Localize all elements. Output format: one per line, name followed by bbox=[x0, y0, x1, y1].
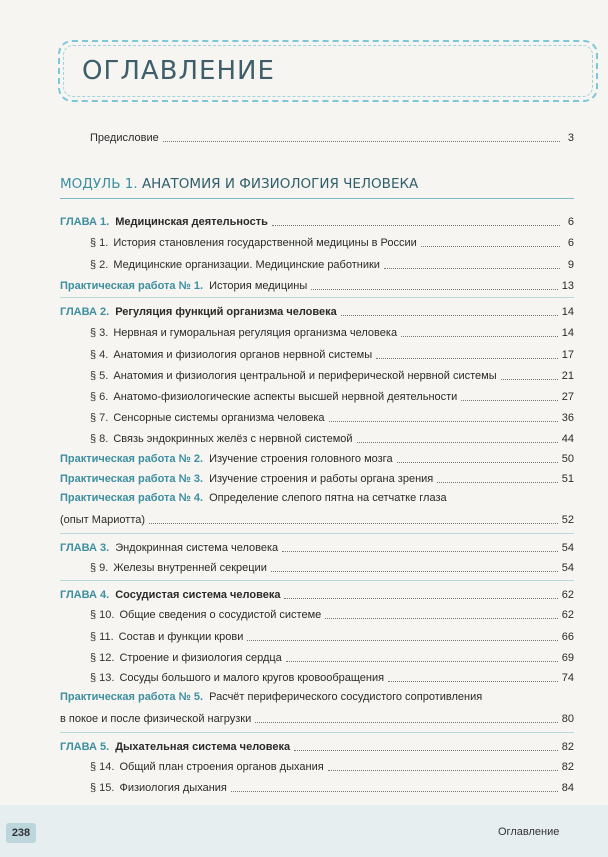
module-prefix: МОДУЛЬ 1. bbox=[60, 176, 138, 192]
toc-page-number: 54 bbox=[561, 562, 574, 574]
section-title: Анатомо-физиологические аспекты высшей нервной деятельности bbox=[113, 391, 458, 403]
toc-section-8[interactable] bbox=[90, 428, 574, 446]
title-frame bbox=[58, 40, 598, 102]
module-title: АНАТОМИЯ И ФИЗИОЛОГИЯ ЧЕЛОВЕКА bbox=[141, 176, 419, 192]
section-title: Анатомия и физиология центральной и периферической нервной системы bbox=[113, 370, 497, 382]
toc-page-number: 6 bbox=[567, 237, 574, 249]
toc-section-9[interactable] bbox=[90, 557, 574, 575]
section-number: § 1. bbox=[90, 237, 109, 249]
toc-entry-label: Предисловие bbox=[90, 132, 159, 144]
toc-page-number: 69 bbox=[561, 652, 574, 664]
toc-page-number: 54 bbox=[561, 542, 574, 554]
toc-practical-1[interactable] bbox=[60, 275, 574, 293]
toc-section-3[interactable] bbox=[90, 322, 574, 340]
toc-section-4[interactable] bbox=[90, 344, 574, 362]
toc-page-number: 80 bbox=[561, 713, 574, 725]
toc-chapter-5[interactable] bbox=[60, 736, 574, 754]
footer-page-number: 238 bbox=[6, 823, 36, 843]
toc-page-number: 74 bbox=[561, 672, 574, 684]
chapter-divider bbox=[60, 533, 574, 534]
practical-title: Изучение строения и работы органа зрения bbox=[209, 473, 434, 485]
chapter-title: Эндокринная система человека bbox=[115, 542, 279, 554]
section-number: § 11. bbox=[90, 631, 114, 643]
practical-title: Изучение строения головного мозга bbox=[209, 453, 393, 465]
toc-page-number: 27 bbox=[561, 391, 574, 403]
section-number: § 15. bbox=[90, 782, 115, 794]
module-heading bbox=[60, 176, 418, 192]
section-number: § 4. bbox=[90, 349, 109, 361]
practical-title: История медицины bbox=[209, 280, 308, 292]
toc-chapter-1[interactable] bbox=[60, 211, 574, 229]
toc-section-15[interactable] bbox=[90, 777, 574, 795]
section-title: История становления государственной медицины в России bbox=[113, 237, 417, 249]
toc-entry-preface[interactable] bbox=[90, 127, 574, 145]
toc-page-number: 17 bbox=[561, 349, 574, 361]
section-number: § 7. bbox=[90, 412, 109, 424]
toc-page-number: 14 bbox=[561, 327, 574, 339]
section-title: Сенсорные системы организма человека bbox=[113, 412, 325, 424]
practical-prefix: Практическая работа № 4. bbox=[60, 492, 204, 504]
toc-page-number: 82 bbox=[561, 761, 574, 773]
section-title: Нервная и гуморальная регуляция организма человека bbox=[113, 327, 398, 339]
toc-page-number: 13 bbox=[561, 280, 574, 292]
section-number: § 5. bbox=[90, 370, 109, 382]
section-number: § 10. bbox=[90, 609, 115, 621]
section-number: § 8. bbox=[90, 433, 109, 445]
chapter-divider bbox=[60, 732, 574, 733]
module-divider bbox=[60, 198, 574, 199]
section-title: Общие сведения о сосудистой системе bbox=[119, 609, 322, 621]
chapter-prefix: ГЛАВА 5. bbox=[60, 741, 110, 753]
toc-section-2[interactable] bbox=[90, 254, 574, 272]
toc-page-number: 66 bbox=[561, 631, 574, 643]
toc-section-6[interactable] bbox=[90, 386, 574, 404]
chapter-prefix: ГЛАВА 3. bbox=[60, 542, 110, 554]
toc-section-5[interactable] bbox=[90, 365, 574, 383]
toc-page-number: 62 bbox=[561, 589, 574, 601]
practical-prefix: Практическая работа № 5. bbox=[60, 691, 204, 703]
footer-section-title: Оглавление bbox=[498, 826, 560, 838]
toc-practical-5-line2[interactable] bbox=[60, 708, 574, 726]
toc-section-1[interactable] bbox=[90, 232, 574, 250]
section-number: § 6. bbox=[90, 391, 109, 403]
section-title: Железы внутренней секреции bbox=[113, 562, 267, 574]
section-number: § 13. bbox=[90, 672, 115, 684]
toc-chapter-3[interactable] bbox=[60, 537, 574, 555]
toc-page-number: 52 bbox=[561, 514, 574, 526]
section-title: Физиология дыхания bbox=[119, 782, 227, 794]
practical-title: Расчёт периферического сосудистого сопротивления bbox=[209, 691, 483, 703]
section-title: Строение и физиология сердца bbox=[119, 652, 282, 664]
toc-page-number: 84 bbox=[561, 782, 574, 794]
toc-page-number: 14 bbox=[561, 306, 574, 318]
section-number: § 9. bbox=[90, 562, 109, 574]
toc-page-number: 62 bbox=[561, 609, 574, 621]
section-number: § 2. bbox=[90, 259, 109, 271]
chapter-prefix: ГЛАВА 4. bbox=[60, 589, 110, 601]
chapter-prefix: ГЛАВА 1. bbox=[60, 216, 110, 228]
section-title: Сосуды большого и малого кругов кровообращения bbox=[119, 672, 385, 684]
toc-practical-3[interactable] bbox=[60, 468, 574, 486]
toc-page-number: 50 bbox=[561, 453, 574, 465]
practical-title-cont: (опыт Мариотта) bbox=[60, 514, 146, 526]
practical-title: Определение слепого пятна на сетчатке глаза bbox=[209, 492, 447, 504]
section-title: Состав и функции крови bbox=[118, 631, 244, 643]
section-number: § 3. bbox=[90, 327, 109, 339]
chapter-title: Дыхательная система человека bbox=[115, 741, 291, 753]
section-number: § 14. bbox=[90, 761, 115, 773]
toc-section-13[interactable] bbox=[90, 667, 574, 685]
toc-section-7[interactable] bbox=[90, 407, 574, 425]
toc-chapter-2[interactable] bbox=[60, 301, 574, 319]
practical-prefix: Практическая работа № 1. bbox=[60, 280, 204, 292]
section-title: Анатомия и физиология органов нервной системы bbox=[113, 349, 373, 361]
toc-page-number: 3 bbox=[567, 132, 574, 144]
toc-section-12[interactable] bbox=[90, 647, 574, 665]
toc-section-10[interactable] bbox=[90, 604, 574, 622]
chapter-title: Сосудистая система человека bbox=[115, 589, 281, 601]
toc-page-number: 36 bbox=[561, 412, 574, 424]
practical-prefix: Практическая работа № 2. bbox=[60, 453, 204, 465]
toc-page-number: 82 bbox=[561, 741, 574, 753]
chapter-title: Регуляция функций организма человека bbox=[115, 306, 337, 318]
section-title: Общий план строения органов дыхания bbox=[119, 761, 324, 773]
toc-page-number: 44 bbox=[561, 433, 574, 445]
practical-title-cont: в покое и после физической нагрузки bbox=[60, 713, 252, 725]
chapter-divider bbox=[60, 297, 574, 298]
section-title: Медицинские организации. Медицинские работники bbox=[113, 259, 380, 271]
toc-chapter-4[interactable] bbox=[60, 584, 574, 602]
toc-practical-2[interactable] bbox=[60, 448, 574, 466]
chapter-prefix: ГЛАВА 2. bbox=[60, 306, 110, 318]
toc-page-number: 21 bbox=[561, 370, 574, 382]
toc-practical-4-line2[interactable] bbox=[60, 509, 574, 527]
toc-practical-4-line1[interactable] bbox=[60, 491, 447, 505]
chapter-title: Медицинская деятельность bbox=[115, 216, 268, 228]
practical-prefix: Практическая работа № 3. bbox=[60, 473, 204, 485]
section-number: § 12. bbox=[90, 652, 115, 664]
page-title: ОГЛАВЛЕНИЕ bbox=[82, 56, 275, 86]
toc-practical-5-line1[interactable] bbox=[60, 690, 482, 704]
section-title: Связь эндокринных желёз с нервной системой bbox=[113, 433, 353, 445]
toc-page-number: 51 bbox=[561, 473, 574, 485]
toc-page-number: 6 bbox=[567, 216, 574, 228]
toc-section-11[interactable] bbox=[90, 626, 574, 644]
toc-page-number: 9 bbox=[567, 259, 574, 271]
chapter-divider bbox=[60, 580, 574, 581]
toc-section-14[interactable] bbox=[90, 756, 574, 774]
